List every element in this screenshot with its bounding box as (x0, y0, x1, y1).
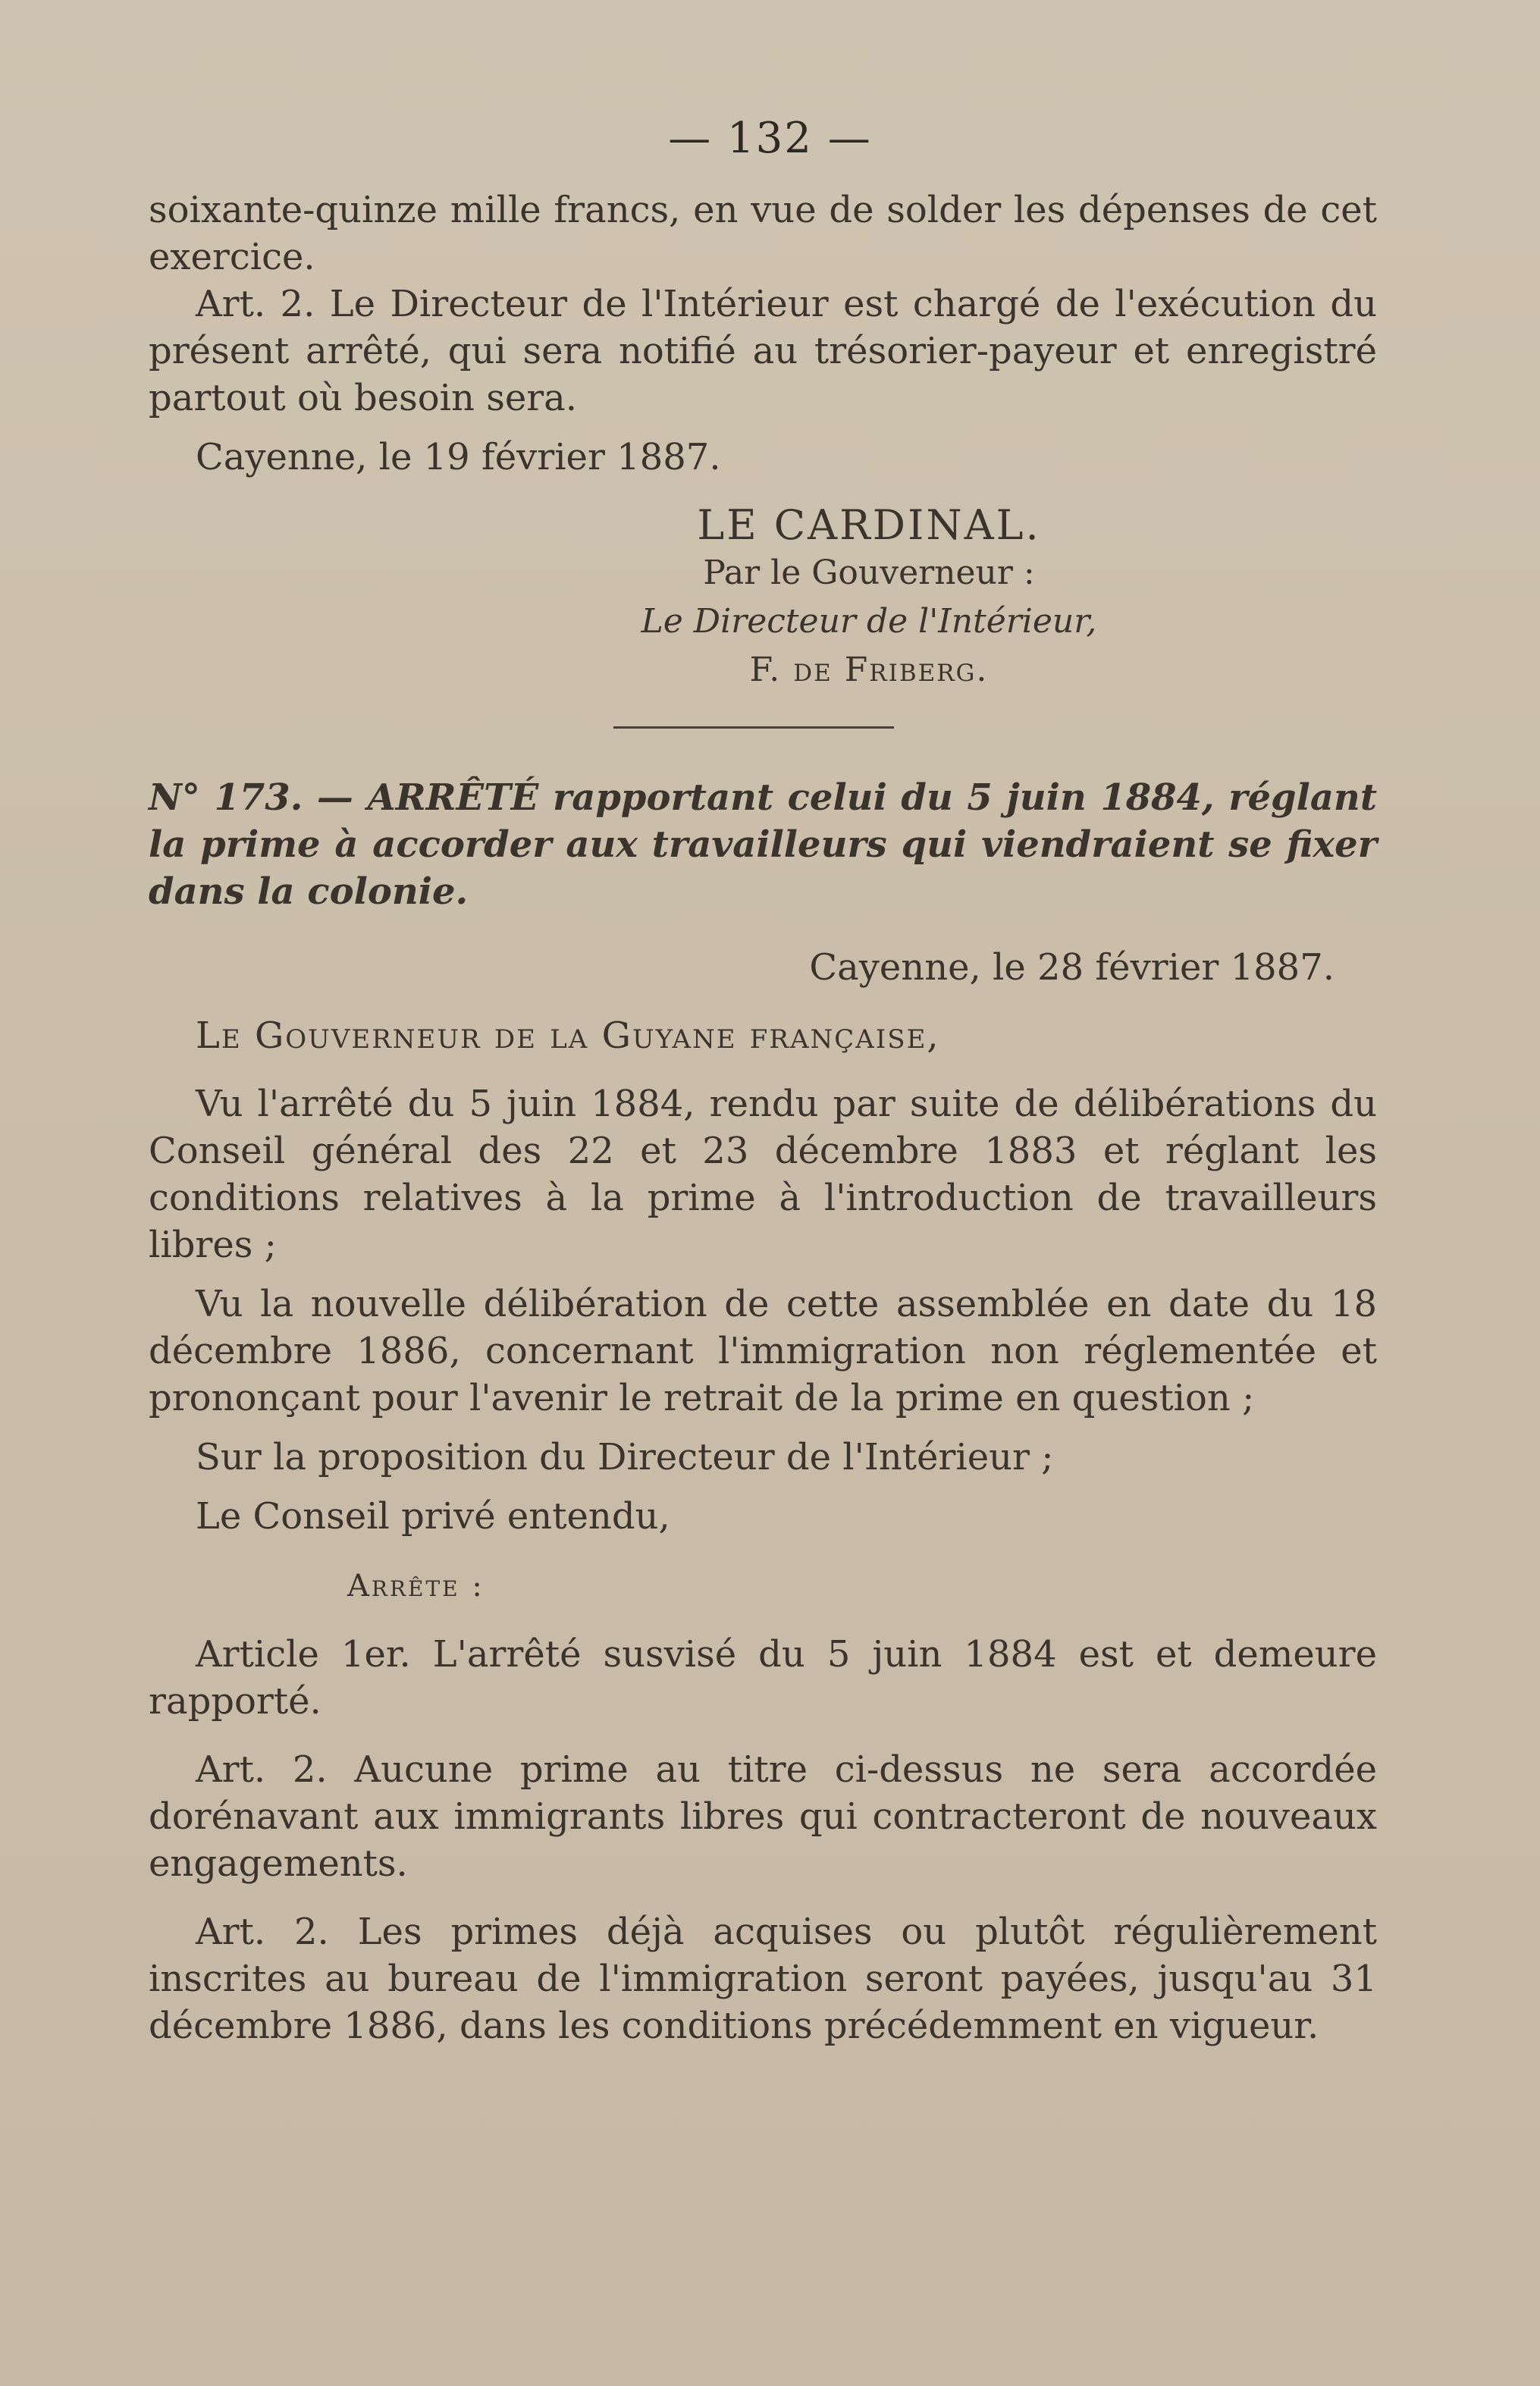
conseil-line: Le Conseil privé entendu, (196, 1495, 670, 1538)
decree-date: Cayenne, le 28 février 1887. (809, 946, 1335, 989)
previous-date-line: Cayenne, le 19 février 1887. (196, 436, 721, 478)
arrete-heading: Arrête : (347, 1569, 485, 1604)
article-1: Article 1er. L'arrêté susvisé du 5 juin 1884 est et demeure rapporté. (149, 1633, 1377, 1723)
considerant-1: Vu l'arrêté du 5 juin 1884, rendu par suite de délibérations du Conseil général des 22 et 23 décembre 1883 et réglant les conditions relatives à la prime à l'introduction de travailleurs libres ; (149, 1083, 1377, 1266)
signature-par-line: Par le Gouverneur : (703, 553, 1035, 592)
signature-role: Le Directeur de l'Intérieur, (641, 602, 1097, 641)
section-divider (613, 726, 894, 729)
considerant-2: Vu la nouvelle délibération de cette assemblée en date du 18 décembre 1886, concernant l'immigration non réglementée et prononçant pour l'avenir le retrait de la prime en question ; (149, 1283, 1377, 1419)
article-2-previous: Art. 2. Le Directeur de l'Intérieur est chargé de l'exécution du présent arrêté, qui sera notifié au trésorier-payeur et enregistré partout où besoin sera. (149, 283, 1377, 419)
article-3: Art. 2. Les primes déjà acquises ou plutôt régulièrement inscrites au bureau de l'immigration seront payées, jusqu'au 31 décembre 1886, dans les conditions précédemment en vigueur. (149, 1911, 1377, 2047)
decree-intro: Le Gouverneur de la Guyane française, (196, 1014, 940, 1057)
article-2: Art. 2. Aucune prime au titre ci-dessus ne sera accordée dorénavant aux immigrants libres qui contracteront de nouveaux engagements. (149, 1748, 1377, 1885)
signatory-name: LE CARDINAL. (697, 501, 1041, 549)
page-number: — 132 — (668, 114, 872, 163)
decree-heading: N° 173. — ARRÊTÉ rapportant celui du 5 juin 1884, réglant la prime à accorder aux travailleurs qui viendraient se fixer dans la colonie. (149, 776, 1377, 913)
continued-paragraph: soixante-quinze mille francs, en vue de solder les dépenses de cet exercice. (149, 189, 1377, 278)
document-body (149, 187, 1377, 2049)
signature-block (149, 502, 1377, 694)
signature-signer: F. de Friberg. (749, 651, 989, 689)
proposition-line: Sur la proposition du Directeur de l'Intérieur ; (196, 1436, 1054, 1478)
